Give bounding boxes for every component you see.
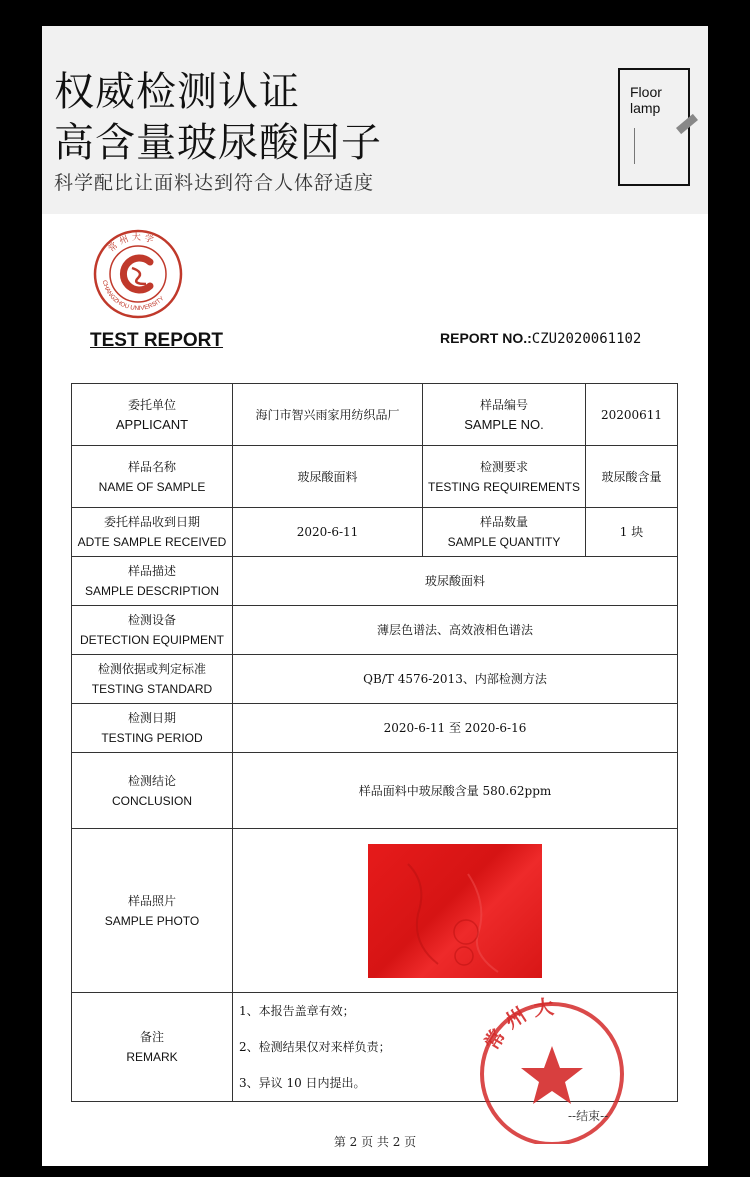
photo-en: SAMPLE PHOTO	[104, 913, 200, 928]
conclusion-value: 样品面料中玻尿酸含量 580.62ppm	[233, 753, 678, 829]
req-value: 玻尿酸含量	[586, 446, 678, 508]
page-footer: 第 2 页 共 2 页	[333, 1135, 417, 1149]
period-en: TESTING PERIOD	[101, 731, 203, 745]
equip-value: 薄层色谱法、高效液相色谱法	[233, 606, 678, 655]
req-en: TESTING REQUIREMENTS	[427, 479, 580, 494]
official-stamp	[470, 994, 640, 1149]
conclusion-cn: 检测结论	[127, 773, 176, 788]
standard-en: TESTING STANDARD	[91, 682, 213, 696]
report-card	[42, 26, 708, 1166]
svg-text:常 州 大: 常 州 大	[479, 994, 556, 1055]
standard-value: QB/T 4576-2013、内部检测方法	[233, 655, 678, 704]
received-value: 2020-6-11	[233, 508, 423, 557]
floor-lamp-label-2: lamp	[630, 100, 661, 116]
remark-item-1: 1、本报告盖章有效；	[239, 1004, 355, 1018]
headline-line-1: 权威检测认证	[54, 69, 300, 115]
qty-header	[423, 508, 586, 557]
sample-no-en: SAMPLE NO.	[464, 416, 544, 432]
desc-header	[72, 557, 233, 606]
req-header	[423, 446, 586, 508]
equip-en: DETECTION EQUIPMENT	[79, 633, 224, 647]
received-cn: 委托样品收到日期	[103, 515, 200, 529]
desc-en: SAMPLE DESCRIPTION	[84, 584, 220, 598]
applicant-header	[72, 384, 233, 446]
applicant-en: APPLICANT	[115, 416, 189, 432]
table-row	[72, 446, 678, 508]
qty-value: 1 块	[586, 508, 678, 557]
period-cn: 检测日期	[127, 711, 176, 725]
period-value: 2020-6-11 至 2020-6-16	[233, 704, 678, 753]
received-en: ADTE SAMPLE RECEIVED	[77, 535, 227, 549]
name-header	[72, 446, 233, 508]
standard-cn: 检测依据或判定标准	[97, 662, 206, 676]
floor-lamp-label-1: Floor	[630, 84, 662, 100]
equip-cn: 检测设备	[127, 613, 176, 627]
headline-line-2: 高含量玻尿酸因子	[54, 120, 382, 166]
table-row	[72, 704, 678, 753]
equip-header	[72, 606, 233, 655]
table-row	[72, 384, 678, 446]
header-banner	[42, 26, 708, 214]
report-number	[440, 330, 641, 347]
floor-lamp-tag	[618, 68, 690, 186]
table-row	[72, 508, 678, 557]
remark-item-3: 3、异议 10 日内提出。	[239, 1076, 366, 1090]
remark-cn: 备注	[139, 1030, 164, 1044]
svg-text:常 州 大 学: 常 州 大 学	[106, 232, 155, 255]
qty-en: SAMPLE QUANTITY	[447, 535, 561, 549]
table-row	[72, 655, 678, 704]
table-row	[72, 606, 678, 655]
qty-cn: 样品数量	[479, 515, 528, 529]
photo-cn: 样品照片	[127, 893, 176, 908]
applicant-cn: 委托单位	[127, 397, 176, 412]
svg-text:CHANGZHOU UNIVERSITY: CHANGZHOU UNIVERSITY	[100, 279, 166, 313]
table-row	[72, 557, 678, 606]
desc-cn: 样品描述	[127, 564, 176, 578]
tape-icon	[676, 114, 698, 134]
floor-lamp-label	[630, 84, 662, 116]
report-title: TEST REPORT	[90, 330, 224, 351]
report-number-value: CZU2020061102	[531, 331, 642, 347]
university-seal-logo	[92, 228, 184, 325]
name-cn: 样品名称	[127, 459, 176, 474]
report-number-label: REPORT NO.:	[440, 330, 532, 346]
headline-subtitle: 科学配比让面料达到符合人体舒适度	[54, 172, 375, 194]
conclusion-en: CONCLUSION	[111, 793, 192, 808]
applicant-value: 海门市智兴雨家用纺织品厂	[233, 384, 423, 446]
remark-item-2: 2、检测结果仅对来样负责；	[239, 1040, 391, 1054]
req-cn: 检测要求	[479, 459, 528, 474]
sample-no-cn: 样品编号	[479, 397, 528, 412]
remark-header	[72, 993, 233, 1102]
sample-no-value: 20200611	[586, 384, 678, 446]
lamp-line-icon	[634, 128, 635, 164]
period-header	[72, 704, 233, 753]
name-value: 玻尿酸面料	[233, 446, 423, 508]
standard-header	[72, 655, 233, 704]
sample-no-header	[423, 384, 586, 446]
sample-photo-image	[368, 844, 542, 978]
photo-header	[72, 829, 233, 993]
desc-value: 玻尿酸面料	[233, 557, 678, 606]
table-row	[72, 829, 678, 993]
name-en: NAME OF SAMPLE	[98, 479, 206, 494]
table-row	[72, 753, 678, 829]
photo-cell	[233, 829, 678, 993]
end-mark: --结束--	[568, 1109, 609, 1123]
conclusion-header	[72, 753, 233, 829]
remark-en: REMARK	[126, 1050, 178, 1064]
received-header	[72, 508, 233, 557]
